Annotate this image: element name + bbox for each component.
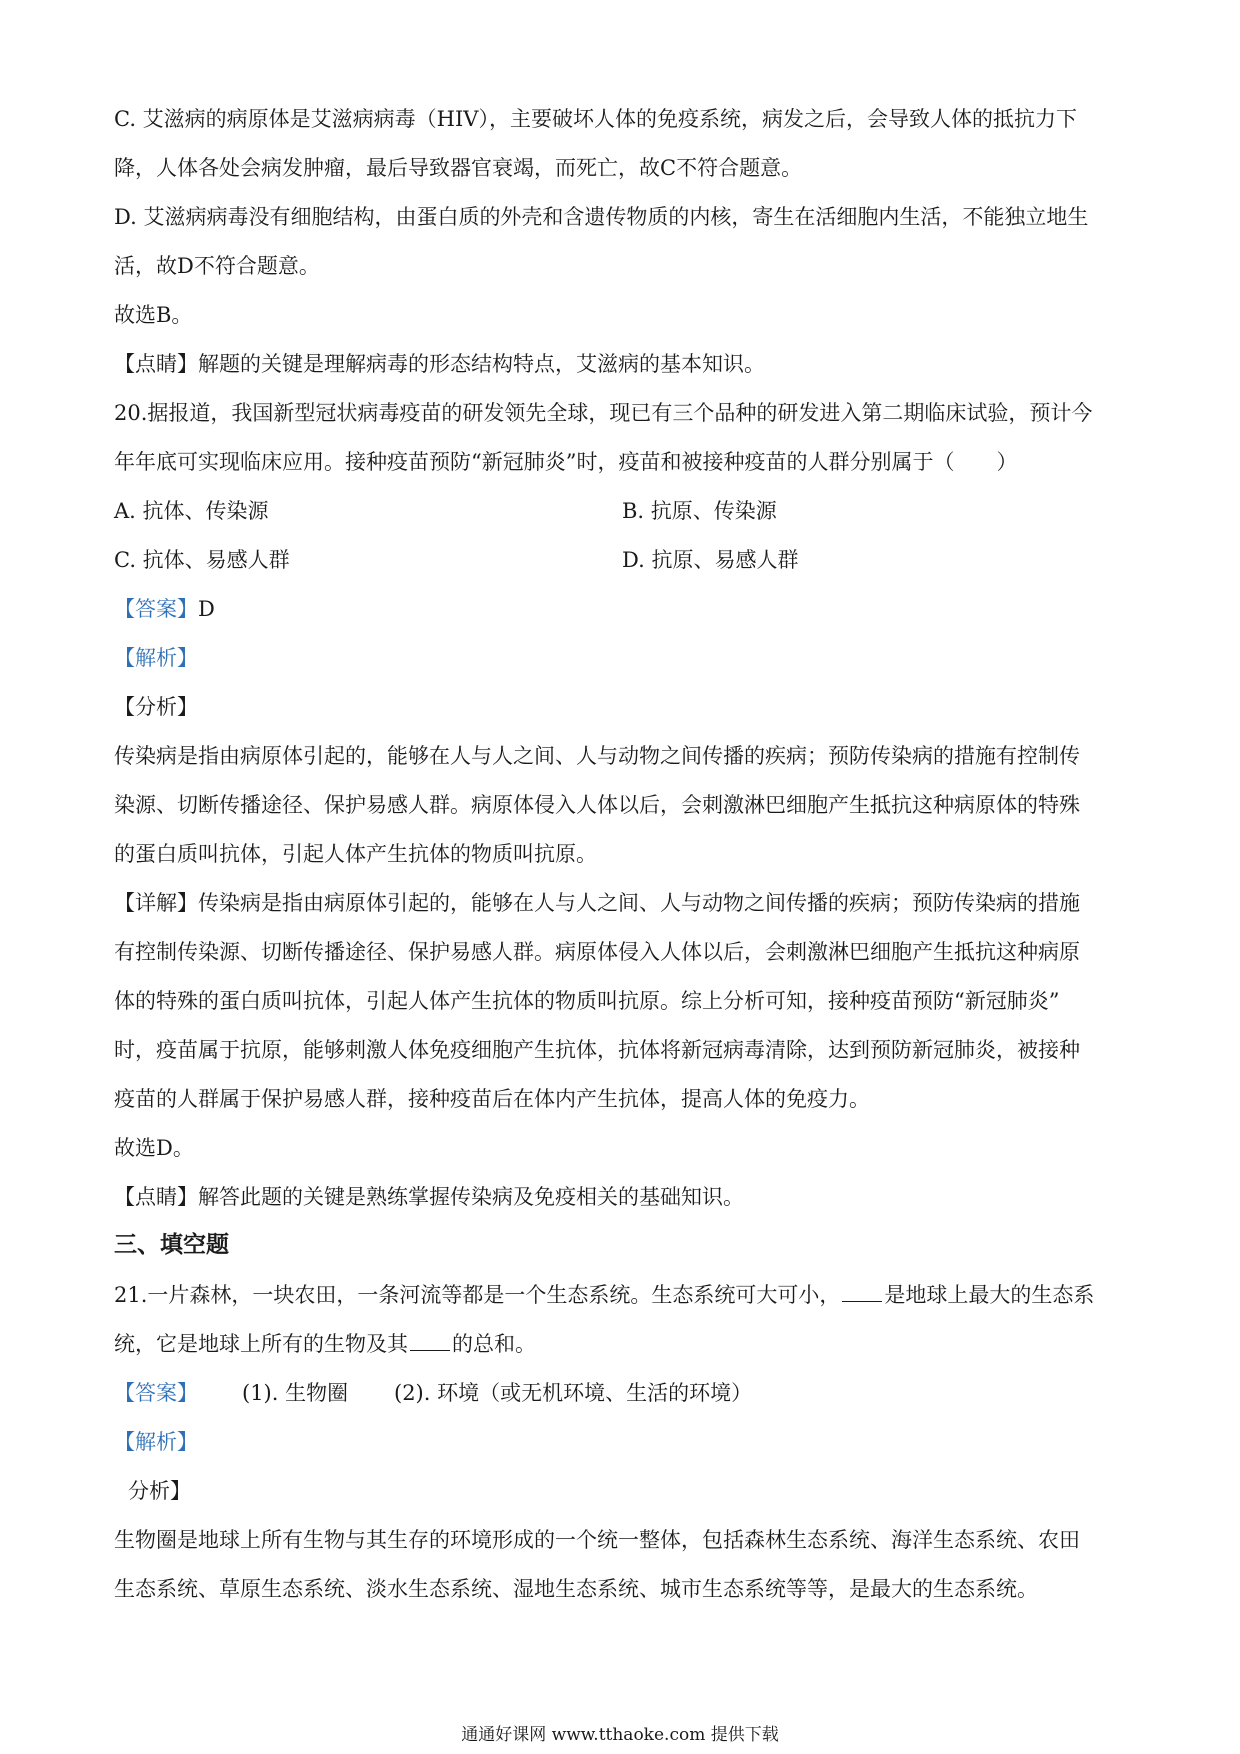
q20-dianjing-text: 解答此题的关键是熟练掌握传染病及免疫相关的基础知识。: [198, 1185, 744, 1209]
q20-dianjing: [114, 1182, 744, 1212]
q20-dianjing-tag: 【点睛】: [114, 1185, 198, 1209]
q20-stem-line1: 20.据报道，我国新型冠状病毒疫苗的研发领先全球，现已有三个品种的研发进入第二期临床试验，预计今: [114, 401, 1093, 425]
q20-fenxi-line1: 传染病是指由病原体引起的，能够在人与人之间、人与动物之间传播的疾病；预防传染病的措施有控制传: [114, 744, 1080, 768]
q21-answer-1: (1). 生物圈: [242, 1381, 349, 1405]
q20-xiangjie-line5: 疫苗的人群属于保护易感人群，接种疫苗后在体内产生抗体，提高人体的免疫力。: [114, 1087, 870, 1111]
q20-fenxi-tag: 【分析】: [114, 695, 198, 719]
q21-stem-line1: [114, 1280, 1094, 1310]
q20-jiexi-tag: 【解析】: [114, 646, 198, 670]
q19-dianjing-tag: 【点睛】: [114, 352, 198, 376]
q21-answer-2: (2). 环境（或无机环境、生活的环境）: [394, 1381, 753, 1405]
q19-dianjing: [114, 349, 765, 379]
q20-stem-line2: 年年底可实现临床应用。接种疫苗预防“新冠肺炎”时，疫苗和被接种疫苗的人群分别属于（ ）: [114, 450, 1018, 474]
q21-answer-tag: 【答案】: [114, 1381, 198, 1405]
q21-stem-line2-part2: 的总和。: [452, 1332, 536, 1356]
q19-option-d-line1: D. 艾滋病病毒没有细胞结构，由蛋白质的外壳和含遗传物质的内核，寄生在活细胞内生活，不能独立地生: [114, 205, 1089, 229]
q21-stem-line1-part1: 21.一片森林，一块农田，一条河流等都是一个生态系统。生态系统可大可小，: [114, 1283, 841, 1307]
q20-option-c: C. 抗体、易感人群: [114, 548, 290, 572]
q20-fenxi-line2: 染源、切断传播途径、保护易感人群。病原体侵入人体以后，会刺激淋巴细胞产生抵抗这种病原体的特殊: [114, 793, 1080, 817]
q20-xiangjie-tag: 【详解】: [114, 891, 198, 915]
q21-blank-2: [410, 1330, 450, 1351]
q19-option-d-line2: 活，故D不符合题意。: [114, 254, 320, 278]
q20-answer: [114, 594, 215, 624]
q20-answer-tag: 【答案】: [114, 597, 198, 621]
q20-option-d: D. 抗原、易感人群: [622, 548, 799, 572]
q20-xiangjie-line3: 体的特殊的蛋白质叫抗体，引起人体产生抗体的物质叫抗原。综上分析可知，接种疫苗预防“新冠肺炎”: [114, 989, 1060, 1013]
q21-fenxi-tag: 分析】: [128, 1479, 191, 1503]
q20-xiangjie-line2: 有控制传染源、切断传播途径、保护易感人群。病原体侵入人体以后，会刺激淋巴细胞产生抵抗这种病原: [114, 940, 1080, 964]
q21-jiexi-tag: 【解析】: [114, 1430, 198, 1454]
page-footer: 通通好课网 www.tthaoke.com 提供下载: [461, 1725, 779, 1745]
q20-xiangjie-text: 传染病是指由病原体引起的，能够在人与人之间、人与动物之间传播的疾病；预防传染病的措施: [198, 891, 1080, 915]
q20-answer-value: D: [198, 597, 215, 621]
q20-option-b: B. 抗原、传染源: [622, 499, 777, 523]
q20-option-a: A. 抗体、传染源: [114, 499, 269, 523]
q19-dianjing-text: 解题的关键是理解病毒的形态结构特点，艾滋病的基本知识。: [198, 352, 765, 376]
q20-choice: 故选D。: [114, 1136, 194, 1160]
q21-stem-line2: [114, 1329, 536, 1359]
section-title: 三、填空题: [114, 1232, 229, 1258]
q21-stem-line1-part2: 是地球上最大的生态系: [884, 1283, 1095, 1307]
q21-fenxi-line1: 生物圈是地球上所有生物与其生存的环境形成的一个统一整体，包括森林生态系统、海洋生态系统、农田: [114, 1528, 1080, 1552]
q19-option-c-line2: 降，人体各处会病发肿瘤，最后导致器官衰竭，而死亡，故C不符合题意。: [114, 156, 803, 180]
q21-stem-line2-part1: 统，它是地球上所有的生物及其: [114, 1332, 408, 1356]
q19-option-c-line1: C. 艾滋病的病原体是艾滋病病毒（HIV），主要破坏人体的免疫系统，病发之后，会导致人体的抵抗力下: [114, 107, 1077, 131]
q20-fenxi-line3: 的蛋白质叫抗体，引起人体产生抗体的物质叫抗原。: [114, 842, 597, 866]
q19-choice: 故选B。: [114, 303, 193, 327]
q20-xiangjie-line1: [114, 888, 1080, 918]
q21-blank-1: [842, 1281, 882, 1302]
q21-fenxi-line2: 生态系统、草原生态系统、淡水生态系统、湿地生态系统、城市生态系统等等，是最大的生态系统。: [114, 1577, 1038, 1601]
q20-xiangjie-line4: 时，疫苗属于抗原，能够刺激人体免疫细胞产生抗体，抗体将新冠病毒清除，达到预防新冠肺炎，被接种: [114, 1038, 1080, 1062]
